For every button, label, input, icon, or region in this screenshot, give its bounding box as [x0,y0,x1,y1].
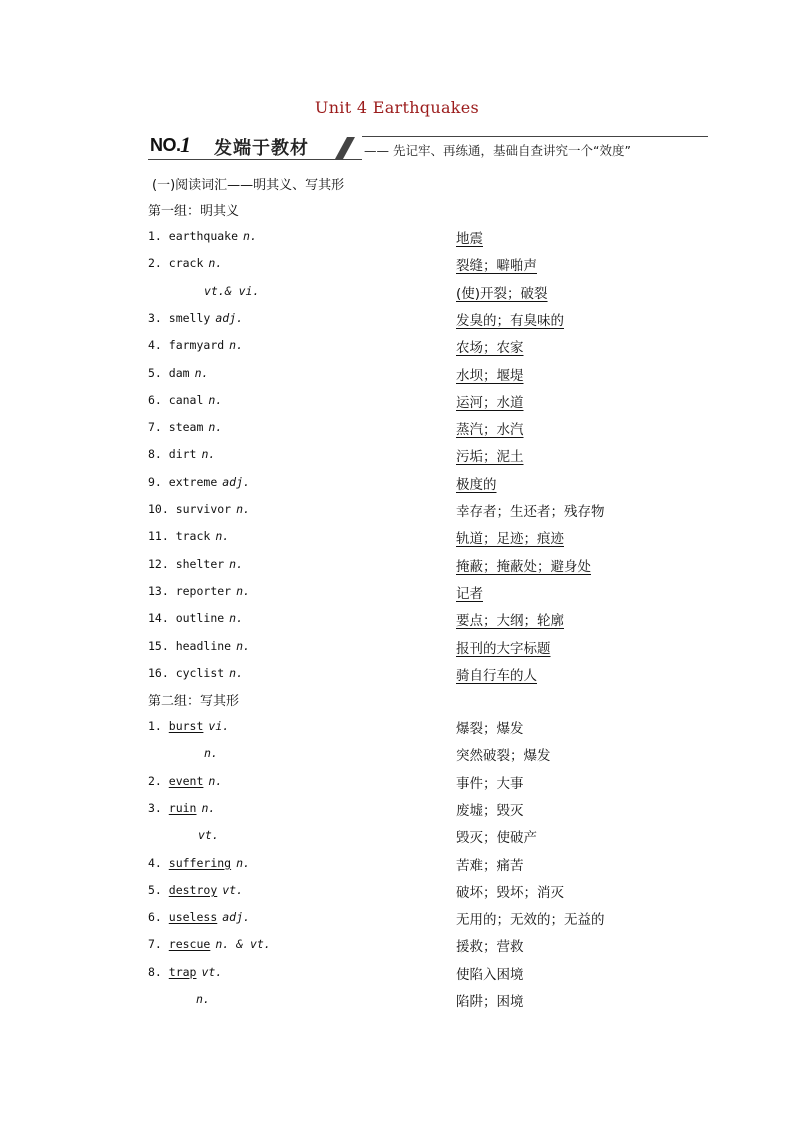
vocab-entry [148,611,243,625]
vocab-row [0,639,794,661]
part-of-speech: adj. [215,310,244,325]
banner-top-rule [362,136,708,137]
vocab-entry [198,828,219,842]
vocab-meaning: 使陷入困境 [456,966,524,983]
vocab-word: canal [168,392,204,407]
vocab-entry [148,719,229,733]
item-number: 14. [148,611,176,626]
vocab-meaning: 无用的；无效的；无益的 [456,912,605,929]
vocab-row [0,910,794,932]
vocab-row [0,774,794,796]
part-of-speech: n. [229,556,244,571]
vocab-word: dam [168,365,190,380]
banner-no-label: NO. [150,135,181,155]
vocab-meaning: 报刊的大字标题 [456,640,551,657]
vocab-row [0,557,794,579]
vocab-row [0,284,794,306]
vocab-word: suffering [168,855,232,870]
vocab-entry [148,937,271,951]
item-number: 3. [148,800,169,815]
vocab-entry [148,229,257,243]
vocab-row [0,584,794,606]
vocab-word: crack [168,256,204,271]
vocab-row [0,746,794,768]
part-of-speech: n. [204,746,218,761]
item-number: 4. [148,338,169,353]
item-number: 12. [148,556,176,571]
vocab-entry [148,965,222,979]
part-of-speech: n. [236,502,250,516]
vocab-meaning: 骑自行车的人 [456,667,537,684]
vocab-entry [204,284,259,298]
vocab-meaning: (使)开裂；破裂 [456,285,548,302]
vocab-entry [148,666,243,680]
vocab-meaning: 蒸汽；水汽 [456,422,524,439]
part-of-speech: n. [208,392,223,407]
vocab-entry [148,366,208,380]
item-number: 8. [148,447,169,462]
part-of-speech: n. [229,338,244,353]
item-number: 1. [148,719,169,733]
part-of-speech: n. [229,611,244,626]
vocab-entry [148,883,243,897]
part-of-speech: n. [243,229,257,243]
part-of-speech: adj. [222,474,250,489]
part-of-speech: n. [208,256,223,271]
vocab-entry [148,557,243,571]
vocab-word: destroy [168,882,218,897]
section-banner [148,133,708,161]
part-of-speech: n. [194,365,209,380]
item-number: 11. [148,529,176,544]
part-of-speech: n. [215,529,230,544]
banner-number: 1 [180,132,191,157]
part-of-speech: vt. [198,828,219,843]
part-of-speech: n. [201,800,216,815]
vocab-meaning: 极度的 [456,476,497,493]
group1-label: 第一组：明其义 [148,204,240,219]
vocab-meaning: 裂缝；噼啪声 [456,258,537,275]
vocab-meaning: 突然破裂；爆发 [456,748,551,765]
vocab-entry [148,338,243,352]
vocab-row [0,256,794,278]
vocab-word: earthquake [168,229,239,243]
item-number: 2. [148,773,169,788]
vocab-meaning: 记者 [456,585,483,602]
vocab-meaning: 要点；大纲；轮廓 [456,613,564,630]
vocab-row [0,611,794,633]
vocab-word: cyclist [175,665,225,680]
vocab-word: outline [175,611,225,626]
part-of-speech: n. [236,583,250,598]
part-of-speech: n. [236,855,250,870]
vocab-entry [148,447,215,461]
item-number: 9. [148,474,169,489]
item-number: 1. [148,229,169,243]
vocab-word: survivor [175,502,232,516]
vocab-word: trap [168,964,197,979]
item-number: 15. [148,638,176,653]
vocab-meaning: 援救；营救 [456,939,524,956]
vocab-meaning: 农场；农家 [456,340,524,357]
part-of-speech: vt.& vi. [204,283,260,298]
vocab-meaning: 废墟；毁灭 [456,802,524,819]
vocab-row [0,338,794,360]
item-number: 16. [148,665,176,680]
vocab-meaning: 陷阱；困境 [456,994,524,1010]
vocab-row [0,937,794,959]
vocab-entry [148,910,250,924]
vocab-row [0,502,794,524]
item-number: 5. [148,882,169,897]
item-number: 2. [148,256,169,271]
vocab-word: shelter [175,556,225,571]
vocab-row [0,229,794,251]
part-of-speech: adj. [222,910,250,925]
vocab-entry [148,420,222,434]
vocab-entry [148,502,250,516]
vocab-entry [148,774,222,788]
part-of-speech: n. & vt. [215,937,271,952]
part-of-speech: n. [208,420,223,435]
vocab-row [0,801,794,823]
banner-bottom-rule [148,159,362,160]
part-of-speech: vi. [208,719,230,733]
part-of-speech: n. [229,665,244,680]
item-number: 4. [148,855,169,870]
vocab-meaning: 事件；大事 [456,775,524,792]
vocab-row [0,475,794,497]
item-number: 8. [148,964,169,979]
group2-label: 第二组：写其形 [148,694,240,709]
vocab-meaning: 轨道；足迹；痕迹 [456,531,564,548]
vocab-word: reporter [175,583,232,598]
vocab-entry [148,584,250,598]
vocab-entry [148,856,250,870]
vocab-row [0,529,794,551]
item-number: 7. [148,420,169,435]
vocab-entry [204,746,218,760]
vocab-meaning: 幸存者；生还者；残存物 [456,504,605,520]
vocab-word: track [175,529,211,544]
vocab-entry [148,311,243,325]
page-title: Unit 4 Earthquakes [314,98,480,117]
part-of-speech: vt. [222,882,244,897]
vocab-row [0,828,794,850]
part-of-speech: n. [236,638,250,653]
vocab-meaning: 发臭的；有臭味的 [456,312,564,329]
vocab-meaning: 地震 [456,231,483,247]
vocab-entry [148,256,222,270]
item-number: 5. [148,365,169,380]
vocab-row [0,311,794,333]
part-of-speech: n. [201,447,216,462]
vocab-row [0,856,794,878]
vocab-meaning: 运河；水道 [456,394,524,411]
vocab-word: farmyard [168,338,225,353]
vocab-row [0,420,794,442]
banner-heading: 发端于教材 [214,138,309,159]
vocab-entry [148,475,250,489]
item-number: 7. [148,937,169,952]
vocab-row [0,366,794,388]
vocab-row [0,447,794,469]
vocab-meaning: 爆裂；爆发 [456,721,524,737]
vocab-word: dirt [168,447,197,462]
item-number: 10. [148,502,176,516]
slash-decoration-icon [333,135,359,161]
vocab-word: smelly [168,310,211,325]
vocab-entry [148,393,222,407]
vocab-meaning: 掩蔽；掩蔽处；避身处 [456,558,591,575]
vocab-word: extreme [168,474,218,489]
item-number: 13. [148,583,176,598]
vocab-word: burst [168,719,204,733]
vocab-meaning: 破坏；毁坏；消灭 [456,884,564,901]
vocab-row [0,666,794,688]
part-of-speech: vt. [201,964,223,979]
item-number: 6. [148,392,169,407]
vocab-word: steam [168,420,204,435]
vocab-entry [148,529,229,543]
vocab-entry [148,639,250,653]
vocab-row [0,992,794,1014]
vocab-word: headline [175,638,232,653]
vocab-word: ruin [168,800,197,815]
vocab-row [0,965,794,987]
vocab-word: event [168,773,204,788]
vocab-row [0,719,794,741]
vocab-meaning: 水坝；堰堤 [456,367,524,384]
vocab-meaning: 苦难；痛苦 [456,857,524,874]
item-number: 6. [148,910,169,925]
part-of-speech: n. [196,992,210,1006]
vocab-word: useless [168,910,218,925]
section-heading: (一)阅读词汇——明其义、写其形 [152,178,345,193]
vocab-row [0,393,794,415]
vocab-entry [196,992,210,1006]
banner-subtitle: —— 先记牢、再练通，基础自查讲究一个“效度” [364,143,631,158]
vocab-entry [148,801,215,815]
part-of-speech: n. [208,773,223,788]
vocab-meaning: 污垢；泥土 [456,449,524,466]
item-number: 3. [148,310,169,325]
vocab-meaning: 毁灭；使破产 [456,830,537,847]
vocab-word: rescue [168,937,211,952]
vocab-row [0,883,794,905]
